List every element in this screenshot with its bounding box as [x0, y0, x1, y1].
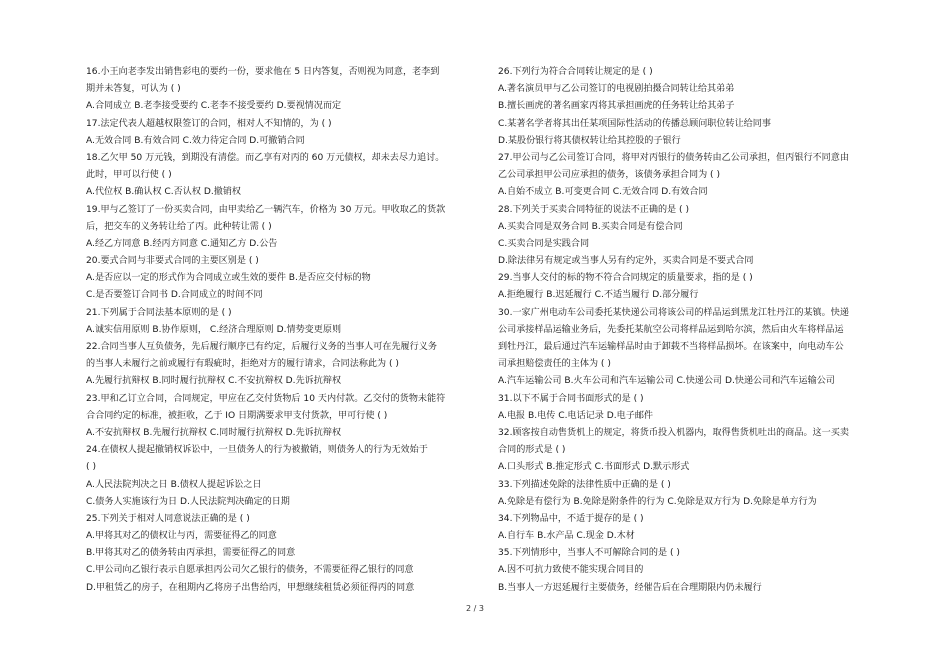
page-number: 2 / 3 — [466, 604, 484, 613]
text-line: 32.顾客按自动售货机上的规定，将货币投入机器内，取得售货机吐出的商品。这一买卖 — [498, 427, 849, 438]
text-line: A.诚实信用原则 B.协作原则， C.经济合理原则 D.情势变更原则 — [86, 324, 342, 335]
text-line: A.无效合同 B.有效合同 C.效力待定合同 D.可撤销合同 — [86, 135, 305, 146]
text-line: 乙公司承担甲公司应承担的债务，该债务承担合同为 ( ) — [498, 170, 721, 181]
text-line: B.擅长画虎的著名画家丙将其承担画虎的任务转让给其弟子 — [498, 101, 735, 112]
text-line: A.合同成立 B.老李接受要约 C.老李不接受要约 D.要视情况而定 — [86, 101, 342, 112]
text-line: A.著名演员甲与乙公司签订的电视剧拍摄合同转让给其弟弟 — [498, 84, 735, 95]
text-line: 16.小王向老李发出销售彩电的要约一份，要求他在 5 日内答复，否则视为同意，老李到 — [86, 67, 440, 77]
text-line: 的当事人未履行之前或履行有瑕疵时，拒绝对方的履行请求，合同法称此为 ( ) — [86, 359, 399, 370]
text-line: 27.甲公司与乙公司签订合同，将甲对丙银行的债务转由乙公司承担，但丙银行不同意由 — [498, 152, 849, 163]
text-line: A.先履行抗辩权 B.同时履行抗辩权 C.不安抗辩权 D.先诉抗辩权 — [86, 376, 342, 387]
text-line: 到牡丹江，最后通过汽车运输样品时由于卸载不当将样品损坏。在该案中，向电动车公 — [498, 342, 844, 352]
text-line: 17.法定代表人超越权限签订的合同，相对人不知情的，为 ( ) — [86, 118, 332, 129]
text-line: C.某著名学者将其出任某项国际性活动的传播总顾问职位转让给同事 — [498, 118, 771, 129]
text-line: 31.以下不属于合同书面形式的是 ( ) — [498, 393, 644, 404]
text-line: 22.合同当事人互负债务，先后履行顺序已有约定，后履行义务的当事人可在先履行义务 — [86, 342, 437, 352]
text-line: A.经乙方同意 B.经丙方同意 C.通知乙方 D.公告 — [86, 238, 278, 249]
text-line: 19.甲与乙签订了一份买卖合同，由甲卖给乙一辆汽车，价格为 30 万元。甲收取乙的货款 — [86, 204, 446, 215]
text-line: A.电报 B.电传 C.电话记录 D.电子邮件 — [498, 410, 654, 421]
text-line: A.因不可抗力致使不能实现合同目的 — [498, 565, 644, 576]
text-line: ( ) — [86, 462, 96, 473]
text-line: A.代位权 B.确认权 C.否认权 D.撤销权 — [86, 187, 242, 198]
text-line: D.某股份银行将其债权转让给其控股的子银行 — [498, 135, 681, 146]
text-line: A.人民法院判决之日 B.债权人提起诉讼之日 — [86, 479, 262, 490]
left-column — [86, 64, 466, 597]
text-line: 25.下列关于相对人同意说法正确的是 ( ) — [86, 513, 250, 524]
text-line: 24.在债权人提起撤销权诉讼中，一旦债务人的行为被撤销，则债务人的行为无效始于 — [86, 445, 428, 456]
text-line: A.拒绝履行 B.迟延履行 C.不适当履行 D.部分履行 — [498, 290, 699, 301]
text-line: A.免除是有偿行为 B.免除是附条件的行为 C.免除是双方行为 D.免除是单方行为 — [498, 496, 817, 507]
text-line: C.债务人实施该行为日 D.人民法院判决确定的日期 — [86, 496, 290, 507]
text-line: A.自行车 B.水产品 C.现金 D.木材 — [498, 531, 635, 542]
text-line: B.当事人一方迟延履行主要债务，经催告后在合理期限内仍未履行 — [498, 582, 762, 593]
text-line: 23.甲和乙订立合同，合同规定，甲应在乙交付货物后 10 天内付款。乙交付的货物未能符 — [86, 393, 446, 404]
text-line: 20.要式合同与非要式合同的主要区别是 ( ) — [86, 256, 259, 267]
text-line: C.是否要签订合同书 D.合同成立的时间不同 — [86, 290, 263, 301]
text-line: C.甲公司向乙银行表示自愿承担丙公司欠乙银行的债务，不需要征得乙银行的同意 — [86, 565, 414, 576]
text-line: D.除法律另有规定或当事人另有约定外，买卖合同是不要式合同 — [498, 256, 754, 267]
text-line: 合合同约定的标准，被拒收，乙于 IO 日期满要求甲支付货款，甲可行使 ( ) — [86, 410, 388, 421]
text-line: A.口头形式 B.推定形式 C.书面形式 D.默示形式 — [498, 462, 690, 473]
text-line: A.买卖合同是双务合同 B.买卖合同是有偿合同 — [498, 221, 683, 232]
text-line: 18.乙欠甲 50 万元钱，到期没有清偿。而乙享有对丙的 60 万元债权，却未去尽力追讨。 — [86, 152, 445, 163]
text-line: 21.下列属于合同法基本原则的是 ( ) — [86, 307, 232, 318]
text-line: 司承担赔偿责任的主体为 ( ) — [498, 359, 611, 370]
text-line: B.甲将其对乙的债务转由丙承担，需要征得乙的同意 — [86, 548, 296, 559]
text-line: 合同的形式是 ( ) — [498, 445, 566, 456]
text-line: A.自始不成立 B.可变更合同 C.无效合同 D.有效合同 — [498, 187, 708, 198]
text-line: 此时，甲可以行使 ( ) — [86, 170, 172, 181]
text-line: C.买卖合同是实践合同 — [498, 238, 590, 249]
text-line: 公司承接样品运输业务后，先委托某航空公司将样品运到哈尔滨，然后由火车将样品运 — [498, 324, 844, 335]
text-line: 后，把交车的义务转让给了丙。此种转让需 ( ) — [86, 221, 272, 232]
text-line: D.甲租赁乙的房子，在租期内乙将房子出售给丙，甲想继续租赁必须征得丙的同意 — [86, 582, 415, 593]
text-line: 29.当事人交付的标的物不符合合同规定的质量要求，指的是 ( ) — [498, 273, 753, 284]
text-line: 26.下列行为符合合同转让规定的是 ( ) — [498, 67, 653, 77]
text-line: A.不安抗辩权 B.先履行抗辩权 C.同时履行抗辩权 D.先诉抗辩权 — [86, 427, 342, 438]
text-line: A.汽车运输公司 B.火车公司和汽车运输公司 C.快递公司 D.快递公司和汽车运输公司 — [498, 376, 835, 387]
text-line: 28.下列关于买卖合同特征的说法不正确的是 ( ) — [498, 204, 690, 215]
text-line: A.甲将其对乙的债权让与丙，需要征得乙的同意 — [86, 531, 277, 542]
text-line: A.是否应以一定的形式作为合同成立或生效的要件 B.是否应交付标的物 — [86, 273, 371, 284]
right-column — [498, 64, 878, 597]
text-line: 33.下列描述免除的法律性质中正确的是 ( ) — [498, 479, 671, 490]
text-line: 35.下列情形中，当事人不可解除合同的是 ( ) — [498, 548, 680, 559]
text-line: 期并未答复，可认为 ( ) — [86, 84, 181, 95]
text-line: 30.一家广州电动车公司委托某快递公司将该公司的样品运到黑龙江牡丹江的某镇。快递 — [498, 307, 849, 318]
text-line: 34.下列物品中，不适于提存的是 ( ) — [498, 513, 644, 524]
